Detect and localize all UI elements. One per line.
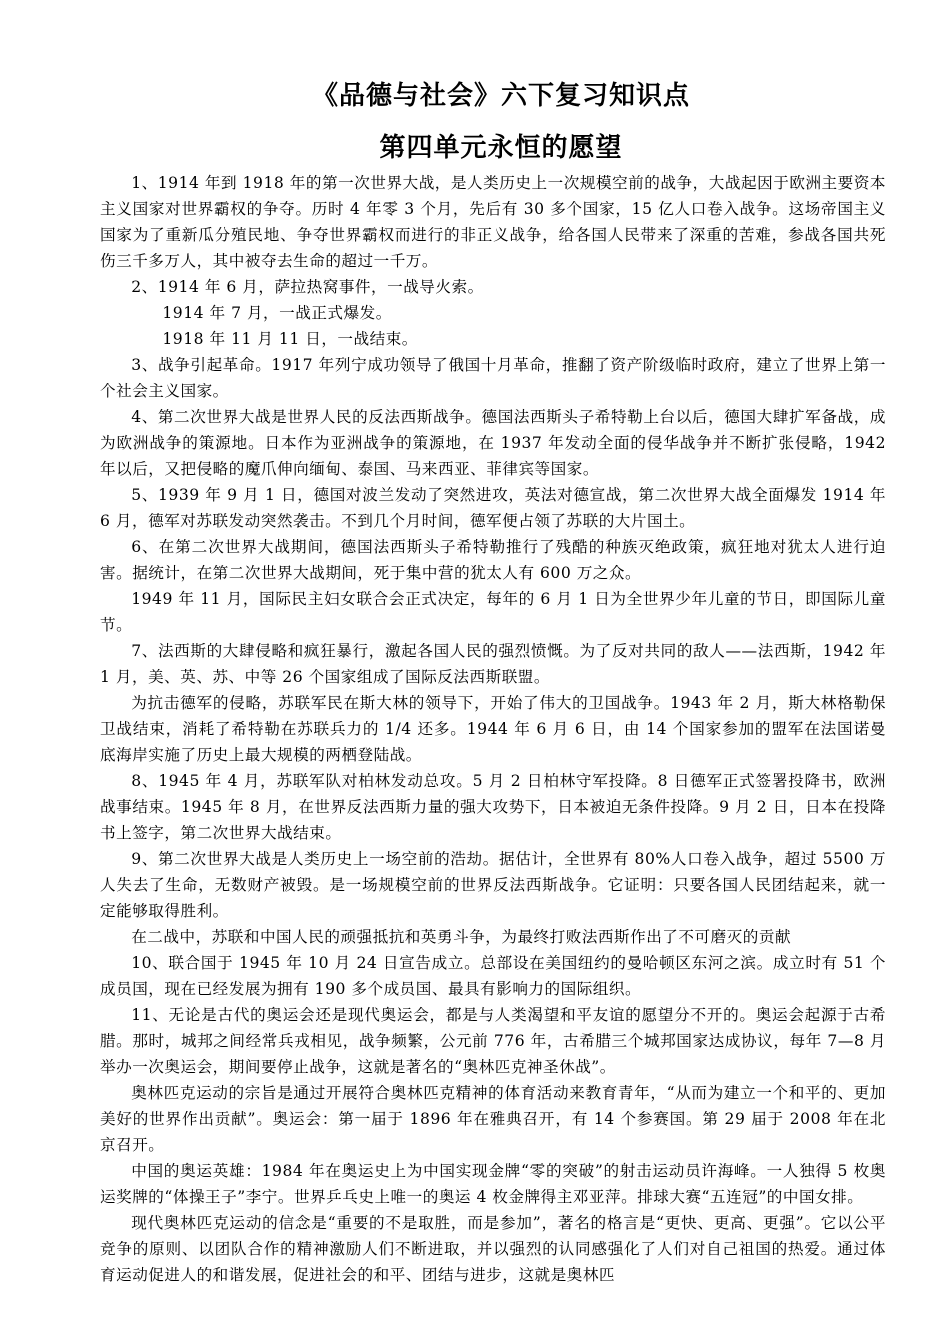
- document-title: 《品德与社会》六下复习知识点: [311, 81, 690, 111]
- paragraph: 中国的奥运英雄：1984 年在奥运史上为中国实现金牌“零的突破”的射击运动员许海峰。一人独得 5 枚奥运奖牌的“体操王子”李宁。世界乒乓史上唯一的奥运 4 枚金牌得主邓亚萍。排球大赛“五连冠”的中国女排。: [100, 1162, 886, 1206]
- paragraph: 1、1914 年到 1918 年的第一次世界大战，是人类历史上一次规模空前的战争，大战起因于欧洲主要资本主义国家对世界霸权的争夺。历时 4 年零 3 个月，先后有 30 多个国家，15 亿人口卷入战争。这场帝国主义国家为了重新瓜分殖民地、争夺世界霸权而进行的非正义战争，给各国人民带来了深重的苦难，参战各国共死伤三千多万人，其中被夺去生命的超过一千万。: [100, 174, 886, 270]
- paragraph: 3、战争引起革命。1917 年列宁成功领导了俄国十月革命，推翻了资产阶级临时政府，建立了世界上第一个社会主义国家。: [100, 356, 886, 400]
- paragraph: 奥林匹克运动的宗旨是通过开展符合奥林匹克精神的体育活动来教育青年，“从而为建立一个和平的、更加美好的世界作出贡献”。奥运会：第一届于 1896 年在雅典召开，有 14 个参赛国。第 29 届于 2008 年在北京召开。: [100, 1084, 886, 1154]
- document-page: [100, 78, 886, 1288]
- paragraph: 为抗击德军的侵略，苏联军民在斯大林的领导下，开始了伟大的卫国战争。1943 年 2 月，斯大林格勒保卫战结束，消耗了希特勒在苏联兵力的 1/4 还多。1944 年 6 月 6 日，由 14 个国家参加的盟军在法国诺曼底海岸实施了历史上最大规模的两栖登陆战。: [100, 694, 886, 764]
- paragraph: 8、1945 年 4 月，苏联军队对柏林发动总攻。5 月 2 日柏林守军投降。8 日德军正式签署投降书，欧洲战事结束。1945 年 8 月，在世界反法西斯力量的强大攻势下，日本被迫无条件投降。9 月 2 日，日本在投降书上签字，第二次世界大战结束。: [100, 772, 886, 842]
- paragraph: 2、1914 年 6 月，萨拉热窝事件，一战导火索。: [131, 278, 484, 296]
- paragraph: 10、联合国于 1945 年 10 月 24 日宣告成立。总部设在美国纽约的曼哈顿区东河之滨。成立时有 51 个成员国，现在已经发展为拥有 190 多个成员国、最具有影响力的国际组织。: [100, 954, 886, 998]
- paragraph: 7、法西斯的大肆侵略和疯狂暴行，激起各国人民的强烈愤慨。为了反对共同的敌人——法西斯，1942 年 1 月，美、英、苏、中等 26 个国家组成了国际反法西斯联盟。: [100, 642, 886, 686]
- paragraph: 6、在第二次世界大战期间，德国法西斯头子希特勒推行了残酷的种族灭绝政策，疯狂地对犹太人进行迫害。据统计，在第二次世界大战期间，死于集中营的犹太人有 600 万之众。: [100, 538, 886, 582]
- paragraph: 11、无论是古代的奥运会还是现代奥运会，都是与人类渴望和平友谊的愿望分不开的。奥运会起源于古希腊。那时，城邦之间经常兵戎相见，战争频繁，公元前 776 年，古希腊三个城邦国家达成协议，每年 7—8 月举办一次奥运会，期间要停止战争，这就是著名的“奥林匹克神圣休战”。: [100, 1006, 886, 1076]
- paragraph: 现代奥林匹克运动的信念是“重要的不是取胜，而是参加”，著名的格言是“更快、更高、更强”。它以公平竞争的原则、以团队合作的精神激励人们不断进取，并以强烈的认同感强化了人们对自己祖国的热爱。通过体育运动促进人的和谐发展，促进社会的和平、团结与进步，这就是奥林匹: [100, 1214, 886, 1284]
- paragraph: 5、1939 年 9 月 1 日，德国对波兰发动了突然进攻，英法对德宣战，第二次世界大战全面爆发 1914 年 6 月，德军对苏联发动突然袭击。不到几个月时间，德军便占领了苏联的大片国土。: [100, 486, 886, 530]
- paragraph: 1914 年 7 月，一战正式爆发。: [162, 304, 392, 322]
- document-body: [100, 170, 886, 1288]
- paragraph: 1949 年 11 月，国际民主妇女联合会正式决定，每年的 6 月 1 日为全世界少年儿童的节日，即国际儿童节。: [100, 590, 886, 634]
- paragraph: 1918 年 11 月 11 日，一战结束。: [162, 330, 418, 348]
- paragraph: 4、第二次世界大战是世界人民的反法西斯战争。德国法西斯头子希特勒上台以后，德国大肆扩军备战，成为欧洲战争的策源地。日本作为亚洲战争的策源地，在 1937 年发动全面的侵华战争并不断扩张侵略，1942 年以后，又把侵略的魔爪伸向缅甸、泰国、马来西亚、菲律宾等国家。: [100, 408, 886, 478]
- paragraph: 在二战中，苏联和中国人民的顽强抵抗和英勇斗争，为最终打败法西斯作出了不可磨灭的贡献: [131, 928, 792, 946]
- paragraph: 9、第二次世界大战是人类历史上一场空前的浩劫。据估计，全世界有 80%人口卷入战争，超过 5500 万人失去了生命，无数财产被毁。是一场规模空前的世界反法西斯战争。它证明：只要各国人民团结起来，就一定能够取得胜利。: [100, 850, 886, 920]
- unit-title: 第四单元永恒的愿望: [379, 133, 623, 163]
